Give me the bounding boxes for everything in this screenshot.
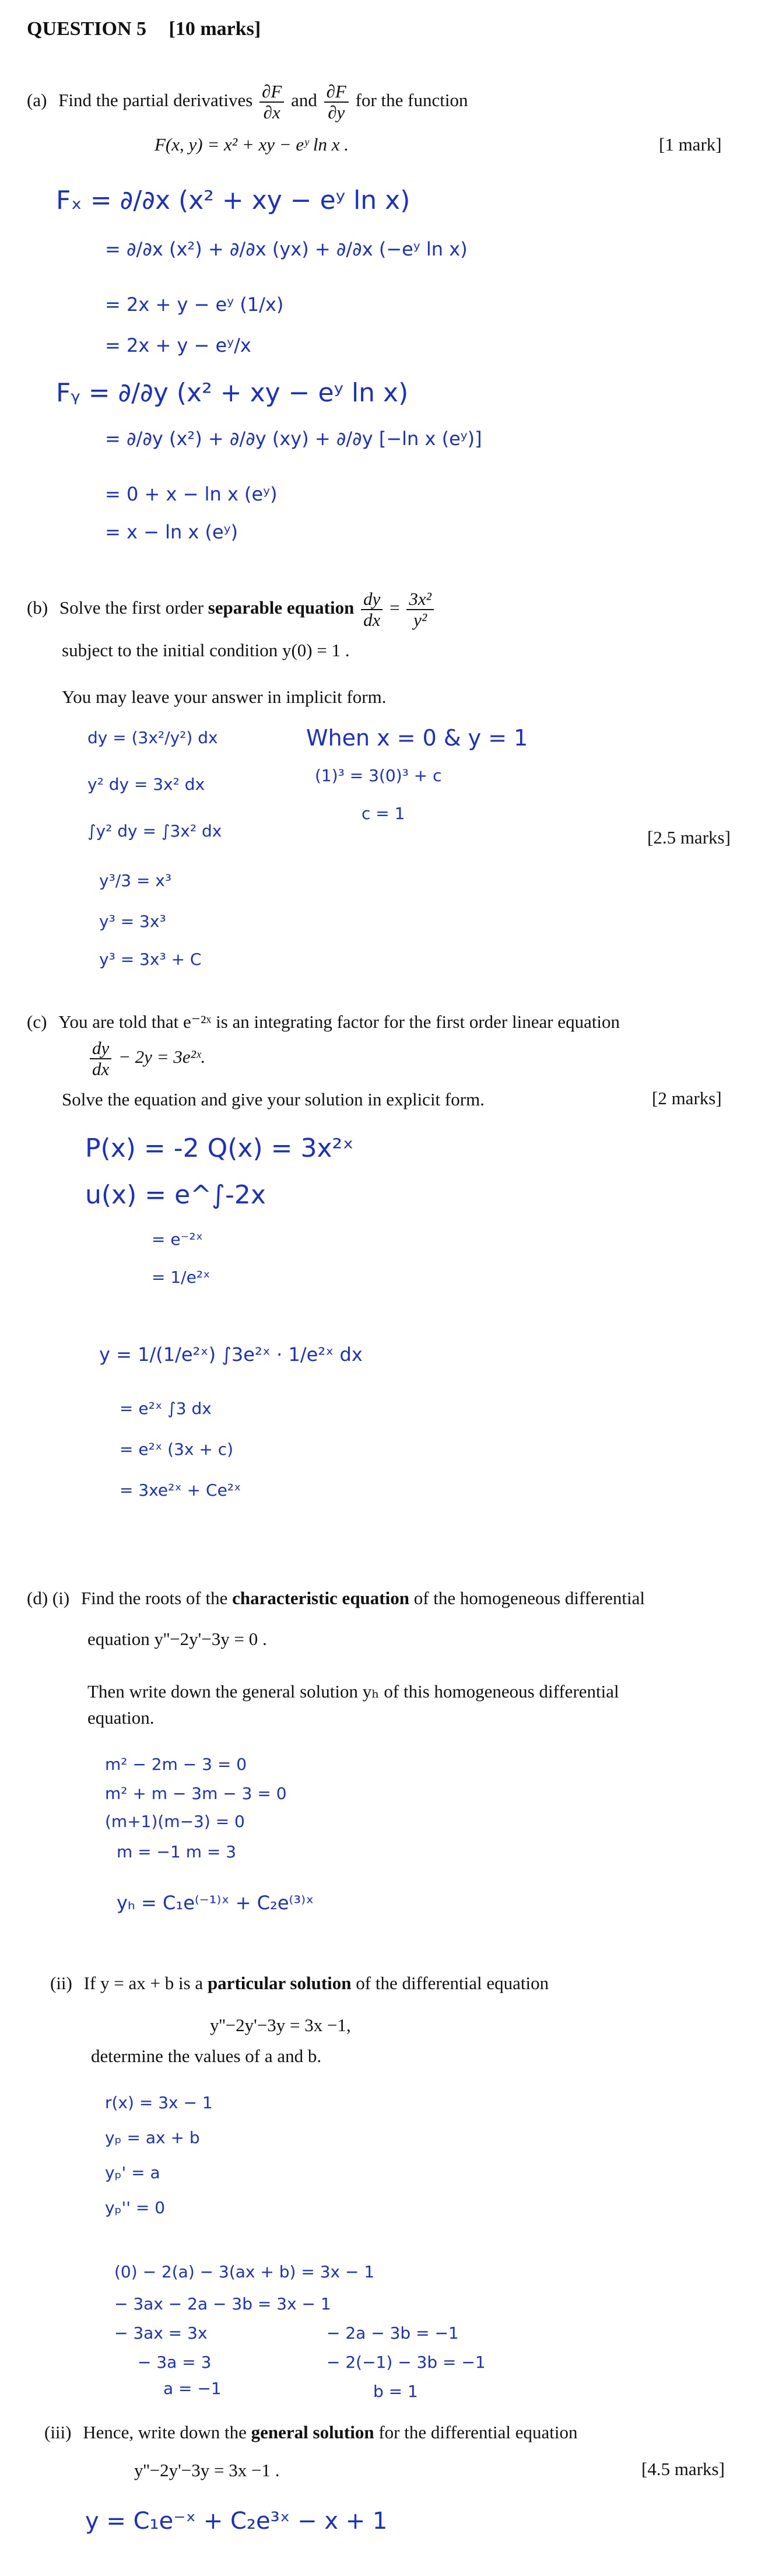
fy-line-1: Fᵧ = ∂/∂y (x² + xy − eʸ ln x) bbox=[56, 378, 409, 408]
c-y-2: = e²ˣ ∫3 dx bbox=[120, 1399, 212, 1418]
part-c-equation bbox=[87, 1038, 205, 1079]
c-ux-2: = e⁻²ˣ bbox=[152, 1230, 203, 1249]
c-y-line: y = 1/(1/e²ˣ) ∫3e²ˣ · 1/e²ˣ dx bbox=[99, 1343, 363, 1366]
c-ux-3: = 1/e²ˣ bbox=[152, 1268, 210, 1287]
d-ii-work3-1: − 2a − 3b = −1 bbox=[327, 2323, 459, 2343]
fx-line-1: Fₓ = ∂/∂x (x² + xy − eʸ ln x) bbox=[56, 186, 410, 215]
d-iii-prompt-start: Hence, write down the bbox=[83, 2422, 247, 2442]
d-ii-work-2: yₚ = ax + b bbox=[105, 2128, 200, 2147]
part-a-marks: [1 mark] bbox=[659, 134, 722, 155]
d-iii-equation: y''−2y'−3y = 3x −1 . bbox=[134, 2460, 280, 2480]
part-a-prompt bbox=[27, 82, 468, 123]
fy-line-3: = 0 + x − ln x (eʸ) bbox=[105, 483, 278, 505]
part-c-prompt bbox=[27, 1010, 620, 1034]
d-i-then2: equation. bbox=[87, 1707, 155, 1728]
part-b-condition: subject to the initial condition y(0) = 1 . bbox=[62, 640, 350, 660]
dy-dx-fraction: $\frac{dy}{dx}$ bbox=[361, 589, 383, 630]
part-a-function: F(x, y) = x² + xy − eʸ ln x . bbox=[155, 134, 349, 155]
part-a-label: (a) bbox=[27, 90, 47, 111]
d-i-prompt-end: of the homogeneous differential bbox=[413, 1588, 645, 1608]
fx-line-2: = ∂/∂x (x²) + ∂/∂x (yx) + ∂/∂x (−eʸ ln x) bbox=[105, 238, 468, 260]
part-d-iii-prompt bbox=[44, 2421, 578, 2444]
c-pq-line: P(x) = -2 Q(x) = 3x²ˣ bbox=[85, 1133, 354, 1163]
d-i-work-2: m² + m − 3m − 3 = 0 bbox=[105, 1784, 287, 1803]
part-c-prompt1: You are told that e⁻²ˣ is an integrating factor for the first order linear equation bbox=[58, 1012, 620, 1032]
part-b-label: (b) bbox=[27, 597, 48, 618]
part-d-ii-prompt bbox=[50, 1972, 549, 1995]
part-b-marks: [2.5 marks] bbox=[647, 827, 731, 848]
b-work-right-1: (1)³ = 3(0)³ + c bbox=[315, 766, 442, 785]
rhs-fraction: $\frac{\text{3x²}}{\text{y²}}$ bbox=[406, 589, 434, 630]
part-d-marks: [4.5 marks] bbox=[641, 2459, 725, 2479]
b-work-2: y² dy = 3x² dx bbox=[87, 775, 205, 794]
c-y-4: = 3xe²ˣ + Ce²ˣ bbox=[120, 1480, 241, 1500]
d-i-work-5: yₕ = C₁e⁽⁻¹⁾ˣ + C₂e⁽³⁾ˣ bbox=[117, 1892, 314, 1914]
part-b-prompt: (b) Solve the first order separable equation $\frac{dy}{dx}$ = $\frac{\text{3x²}}{\text{y²}}$ bbox=[27, 589, 436, 630]
d-ii-label: (ii) bbox=[50, 1973, 72, 1993]
d-ii-equation: y''−2y'−3y = 3x −1, bbox=[210, 2015, 351, 2035]
d-ii-determine: determine the values of a and b. bbox=[91, 2046, 322, 2066]
fx-line-3: = 2x + y − eʸ (1/x) bbox=[105, 293, 284, 316]
b-work-1: dy = (3x²/y²) dx bbox=[87, 728, 218, 747]
d-iii-final-answer: y = C₁e⁻ˣ + C₂e³ˣ − x + 1 bbox=[85, 2508, 388, 2535]
d-ii-work-4: yₚ'' = 0 bbox=[105, 2198, 166, 2217]
d-i-bold: characteristic equation bbox=[232, 1588, 409, 1608]
part-b-implicit: You may leave your answer in implicit form. bbox=[62, 687, 387, 707]
part-b-prompt-start: Solve the first order bbox=[59, 597, 203, 618]
c-dy-dx-fraction: $\frac{dy}{dx}$ bbox=[90, 1038, 111, 1079]
d-ii-prompt-end: of the differential equation bbox=[356, 1973, 549, 1993]
part-c-prompt2: Solve the equation and give your solution in explicit form. bbox=[62, 1089, 485, 1110]
part-a-prompt-end: for the function bbox=[355, 90, 468, 111]
part-c-label: (c) bbox=[27, 1012, 47, 1032]
d-ii-prompt-start: If y = ax + b is a bbox=[83, 1973, 203, 1993]
fy-line-2: = ∂/∂y (x²) + ∂/∂y (xy) + ∂/∂y [−ln x (eʸ)] bbox=[105, 428, 482, 450]
b-work-3: ∫y² dy = ∫3x² dx bbox=[87, 821, 222, 841]
d-i-then: Then write down the general solution yₕ of this homogeneous differential bbox=[87, 1681, 619, 1702]
d-i-work-3: (m+1)(m−3) = 0 bbox=[105, 1812, 245, 1831]
d-ii-work2-3: − 3ax = 3x bbox=[114, 2323, 208, 2343]
d-ii-work-3: yₚ' = a bbox=[105, 2163, 160, 2182]
b-work-4: y³/3 = x³ bbox=[99, 871, 172, 890]
d-ii-work-1: r(x) = 3x − 1 bbox=[105, 2093, 213, 2112]
d-ii-bold: particular solution bbox=[207, 1973, 352, 1993]
d-i-prompt-start: Find the roots of the bbox=[80, 1588, 228, 1608]
d-i-equation: equation y''−2y'−3y = 0 . bbox=[87, 1629, 267, 1649]
b-when-text: When x = 0 & y = 1 bbox=[306, 725, 528, 751]
part-d-label: (d) (i) bbox=[27, 1588, 70, 1608]
part-b-bold: separable equation bbox=[208, 597, 355, 618]
b-work-right-2: c = 1 bbox=[362, 804, 405, 823]
question-marks: [10 marks] bbox=[169, 18, 261, 40]
d-iii-label: (iii) bbox=[44, 2422, 72, 2442]
c-ux-line: u(x) = e^∫-2x bbox=[85, 1180, 266, 1210]
d-i-work-4: m = −1 m = 3 bbox=[117, 1842, 237, 1861]
part-a-prompt-start: Find the partial derivatives bbox=[58, 90, 253, 111]
d-iii-prompt-end: for the differential equation bbox=[378, 2422, 578, 2442]
d-ii-work2-2: − 3ax − 2a − 3b = 3x − 1 bbox=[114, 2294, 331, 2314]
part-c-marks: [2 marks] bbox=[652, 1088, 722, 1108]
d-ii-work3-3: b = 1 bbox=[373, 2382, 418, 2401]
d-ii-work3-2: − 2(−1) − 3b = −1 bbox=[327, 2353, 486, 2372]
d-ii-work2-1: (0) − 2(a) − 3(ax + b) = 3x − 1 bbox=[114, 2262, 375, 2281]
d-ii-work2-5: a = −1 bbox=[163, 2379, 222, 2398]
part-d-i-prompt bbox=[27, 1587, 645, 1610]
c-y-3: = e²ˣ (3x + c) bbox=[120, 1440, 234, 1459]
d-ii-work2-4: − 3a = 3 bbox=[138, 2353, 212, 2372]
question-number: QUESTION 5 bbox=[27, 18, 146, 40]
d-iii-bold: general solution bbox=[251, 2422, 374, 2442]
partial-y-fraction: $\frac{\partial F}{\partial y}$ bbox=[324, 82, 349, 123]
b-work-5: y³ = 3x³ bbox=[99, 912, 166, 931]
c-eq-rest: − 2y = 3e²ˣ. bbox=[118, 1046, 206, 1068]
question-title bbox=[27, 18, 261, 41]
partial-x-fraction: $\frac{\partial F}{\partial x}$ bbox=[259, 82, 284, 123]
fx-line-4: = 2x + y − eʸ/x bbox=[105, 334, 251, 356]
b-work-6: y³ = 3x³ + C bbox=[99, 950, 202, 969]
d-i-work-1: m² − 2m − 3 = 0 bbox=[105, 1755, 247, 1774]
part-a-and: and bbox=[291, 90, 317, 111]
fy-line-4: = x − ln x (eʸ) bbox=[105, 521, 238, 543]
